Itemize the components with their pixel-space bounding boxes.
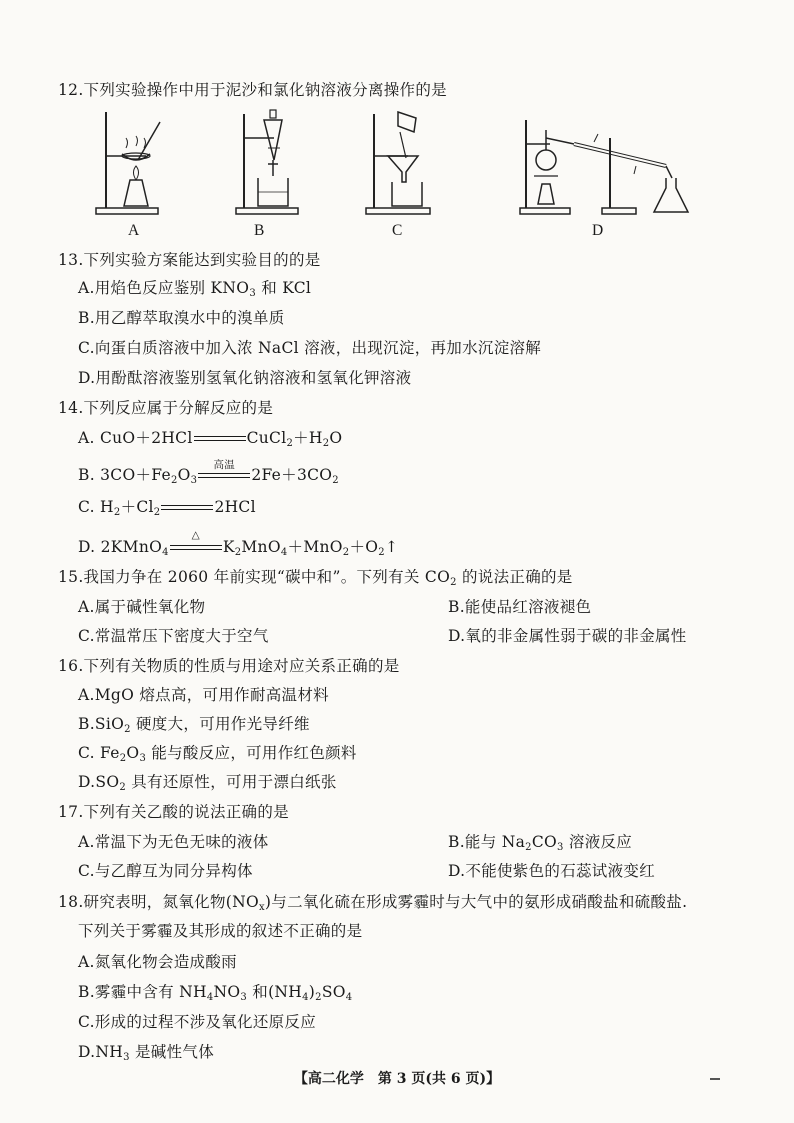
q13-option-d: D.用酚酞溶液鉴别氢氧化钠溶液和氢氧化钾溶液 <box>78 369 412 387</box>
q18-stem-line2: 下列关于雾霾及其形成的叙述不正确的是 <box>78 922 363 940</box>
scan-mark <box>710 1078 720 1080</box>
q16-stem: 16.下列有关物质的性质与用途对应关系正确的是 <box>58 657 400 675</box>
q18-option-a: A.氮氧化物会造成酸雨 <box>78 953 237 971</box>
q17-stem: 17.下列有关乙酸的说法正确的是 <box>58 803 289 821</box>
q18-option-d: $D.NH_3$ 是碱性气体 <box>78 1043 214 1063</box>
q16-option-d: $D.SO_2$ 具有还原性，可用于漂白纸张 <box>78 773 337 793</box>
apparatus-label-b: B <box>254 222 265 239</box>
q13-option-a: A.用焰色反应鉴别 $KNO_3$ 和 KCl <box>78 279 312 299</box>
apparatus-a-evaporation-icon <box>90 108 180 220</box>
q16-option-a: A.MgO 熔点高，可用作耐高温材料 <box>78 686 329 704</box>
q15-option-b: B.能使品红溶液褪色 <box>448 598 592 616</box>
apparatus-b-separatory-funnel-icon <box>232 108 312 220</box>
q14-stem: 14.下列反应属于分解反应的是 <box>58 399 274 417</box>
q14-option-c: C. $H_2+Cl_2$ 2HCl <box>78 498 256 518</box>
q18-option-c: C.形成的过程不涉及氧化还原反应 <box>78 1013 317 1031</box>
q16-option-b: B.SiO$_2$ 硬度大，可用作光导纤维 <box>78 715 310 735</box>
q14-option-a: A. CuO＋2HCl $CuCl_2+H_2O$ <box>78 429 343 449</box>
q15-option-d: D.氧的非金属性弱于碳的非金属性 <box>448 627 687 645</box>
q17-option-b: B.能与 $Na_2CO_3$ 溶液反应 <box>448 833 633 853</box>
q13-option-c: C.向蛋白质溶液中加入浓 NaCl 溶液，出现沉淀，再加水沉淀溶解 <box>78 339 542 357</box>
q18-stem-line1: 18.研究表明，氮氧化物$(NO_x)$与二氧化硫在形成雾霾时与大气中的氨形成硝酸盐和硫酸盐. <box>58 893 688 913</box>
apparatus-label-d: D <box>592 222 604 239</box>
page-footer: 【高二化学 第 3 页(共 6 页)】 <box>293 1071 501 1087</box>
q14-option-b: B. $3CO+Fe_2O_3$ 高温 $2Fe+3CO_2$ <box>78 459 339 486</box>
q12-stem: 12.下列实验操作中用于泥沙和氯化钠溶液分离操作的是 <box>58 81 447 99</box>
q13-option-b: B.用乙醇萃取溴水中的溴单质 <box>78 309 285 327</box>
q17-option-a: A.常温下为无色无味的液体 <box>78 833 269 851</box>
apparatus-label-c: C <box>392 222 403 239</box>
q14-option-d: D. 2KMnO$_4$ △ $K_2MnO_4+MnO_2+O_2↑$ <box>78 529 399 558</box>
q15-option-c: C.常温常压下密度大于空气 <box>78 627 269 645</box>
q18-option-b: B.雾霾中含有 $NH_4NO_3$ 和$(NH_4)_2SO_4$ <box>78 983 353 1003</box>
q16-option-c: C. $Fe_2O_3$ 能与酸反应，可用作红色颜料 <box>78 744 357 764</box>
apparatus-c-filtration-icon <box>362 108 452 220</box>
q15-stem: 15.我国力争在 2060 年前实现“碳中和”。下列有关 $CO_2$ 的说法正确的是 <box>58 568 573 588</box>
q17-option-c: C.与乙醇互为同分异构体 <box>78 862 253 880</box>
apparatus-label-a: A <box>128 222 140 239</box>
apparatus-d-distillation-icon <box>516 108 696 220</box>
q17-option-d: D.不能使紫色的石蕊试液变红 <box>448 862 656 880</box>
q13-stem: 13.下列实验方案能达到实验目的的是 <box>58 251 321 269</box>
q15-option-a: A.属于碱性氧化物 <box>78 598 206 616</box>
